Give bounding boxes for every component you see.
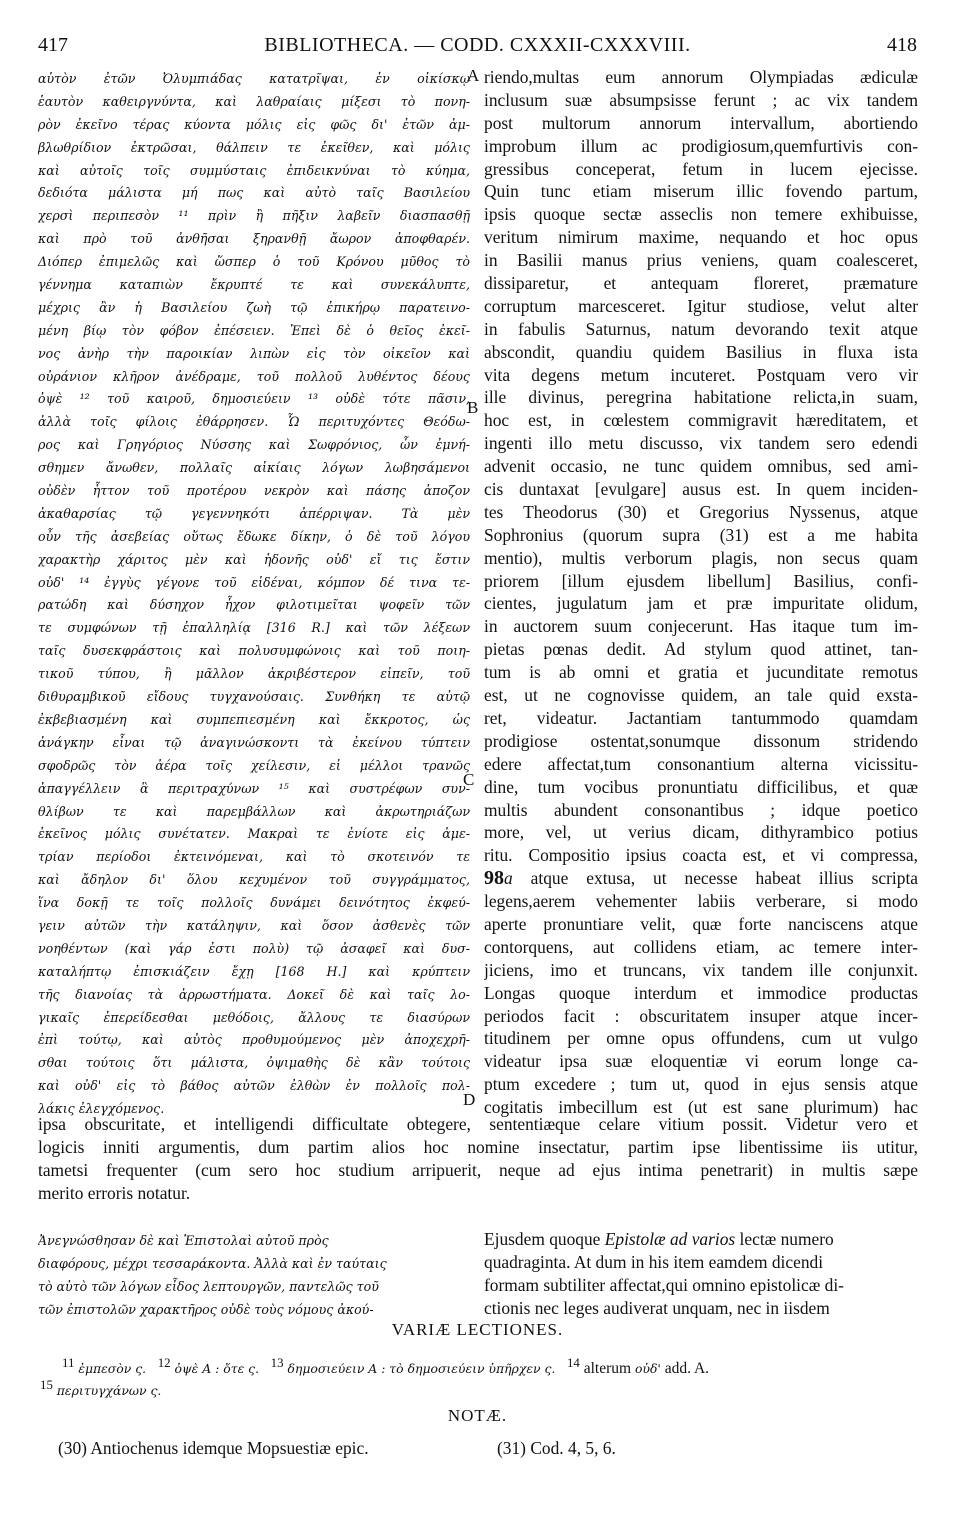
greek-column bbox=[38, 68, 470, 1121]
text-line: τικοῦ τύπου, ἢ μᾶλλον ἀκριβέστερον εἰπεῖν, τοῦ bbox=[38, 666, 470, 682]
text-line: οὐδὲν ἧττον τοῦ προτέρου νεκρὸν καὶ πάσης ἀποζον bbox=[38, 483, 470, 499]
text-line: merito erroris notatur. bbox=[38, 1182, 191, 1203]
note-30: (30) Antiochenus idemque Mopsuestiæ epic. bbox=[58, 1438, 369, 1458]
text-line: ἀνάγκην εἶναι τῷ ἀναγινώσκοντι τὰ ἐκείνου τύπτειν bbox=[38, 734, 470, 750]
text-line: aperte pronuntiare velit, quæ forte nanciscens atque bbox=[484, 913, 918, 934]
text-line: Quin tunc etiam miserum illic fovendo partum, bbox=[484, 181, 918, 202]
text-line: post multorum annorum intervallum, abortiendo bbox=[484, 112, 918, 133]
text-line: οὐδ' ¹⁴ ἐγγὺς γέγονε τοῦ εἰδέναι, κόμπον δέ τινα τε- bbox=[38, 574, 470, 590]
page-number-right: 418 bbox=[887, 34, 917, 56]
text-line: Ἀνεγνώσθησαν δὲ καὶ Ἐπιστολαὶ αὐτοῦ πρὸς bbox=[38, 1233, 329, 1248]
text-line: ταῖς δυσεκφράστοις καὶ πολυσυμφώνοις καὶ τοῦ ποιη- bbox=[38, 643, 470, 659]
text-line: cogitatis imbecillum est (ut est sane plurimum) hac bbox=[484, 1097, 918, 1118]
text-line: νος ἀνὴρ τὴν παροικίαν λιπὼν εἰς τὸν οἰκεῖον καὶ bbox=[38, 345, 470, 361]
text-line: ρὸν ἐκεῖνο τέρας κύοντα μόλις εἰς φῶς δι' ἐτῶν ἀμ- bbox=[38, 116, 470, 132]
text-line: videatur ipsa suæ eloquentiæ vi eorum longe ca- bbox=[484, 1051, 918, 1072]
running-title: BIBLIOTHECA. — CODD. CXXXII-CXXXVIII. bbox=[264, 34, 691, 56]
text-line: titudinem per omne opus offundens, cum ut vulgo bbox=[484, 1028, 918, 1049]
latin-column-epistolae bbox=[484, 1228, 918, 1320]
text-line: γικαῖς ἐπερείδεσθαι μεθόδοις, ἄλλους τε διασύρων bbox=[38, 1009, 470, 1025]
text-line: in Basilii manus prius veniens, quam coalesceret, bbox=[484, 250, 918, 271]
text-line: abscondit, quandiu quidem Basilius in fluxa ista bbox=[484, 341, 918, 362]
margin-marker-b: B bbox=[467, 398, 479, 417]
text-line: σθημεν ἄνωθεν, πολλαῖς αἰκίαις λόγων λωβησάμενοι bbox=[38, 460, 470, 476]
text-line: corruptum marcesceret. Igitur studiose, velut alter bbox=[484, 295, 918, 316]
text-line: logicis inniti argumentis, dum partim alios hoc nomine insectatur, partim ipse libentissime iis utitur, bbox=[38, 1136, 918, 1157]
text-line: tametsi frequenter (cum sero hoc studium arripuerit, neque ad ejus intima penetrarit) in multis sæpe bbox=[38, 1159, 918, 1180]
text-line: ipsa obscuritate, et intelligendi difficultate obtegere, sententiæque celare vitium possit. Videtur vero et bbox=[38, 1114, 918, 1134]
note-31: (31) Cod. 4, 5, 6. bbox=[497, 1438, 616, 1458]
text-line: ret, videatur. Jactantiam tantummodo quamdam bbox=[484, 707, 918, 728]
text-line: dine, tum vocibus pronuntiatu difficilibus, et quæ bbox=[484, 776, 918, 797]
column-letter-marker: a bbox=[504, 868, 513, 889]
text-line: ἐπὶ τούτῳ, καὶ αὐτὸς προθυμούμενος μὲν ἀποχεχρῆ- bbox=[38, 1032, 470, 1048]
text-line: prodigiose ostentat,sonumque dissonum stridendo bbox=[484, 730, 918, 751]
text-line: σφοδρῶς τὸν ἀέρα τοῖς χείλεσιν, εἰ μέλλοι τρανῶς bbox=[38, 757, 470, 773]
text-line: μέχρις ἂν ἡ Βασιλείου ζωὴ τῷ ἐπικήρῳ παρατεινο- bbox=[38, 299, 470, 315]
text-line: periodos facit : obscuritatem insuper atque incer- bbox=[484, 1005, 918, 1026]
text-line: Διόπερ ἐπιμελῶς καὶ ὥσπερ ὁ τοῦ Κρόνου μῦθος τὸ bbox=[38, 254, 470, 270]
text-line: οὖν τῆς ἀσεβείας οὕτως ἔδωκε δίκην, ὁ δὲ τοῦ λόγου bbox=[38, 528, 470, 544]
text-line: καὶ αὐτοῖς τοῖς συμμύσταις ἐπιδεικνύναι τὸ κύημα, bbox=[38, 162, 470, 178]
text-line: ἑαυτὸν καθειργνύντα, καὶ λαθραίαις μίξεσι τὸ πονη- bbox=[38, 93, 470, 109]
text-line: quadraginta. At dum in his item eamdem dicendi bbox=[484, 1251, 824, 1272]
text-line: inclusum suæ absumpsisse ferunt ; ac vix tandem bbox=[484, 89, 918, 110]
text-line: multis abundent consonantibus ; idque poetico bbox=[484, 799, 918, 820]
text-line: ctionis nec leges audiverat unquam, nec in iisdem bbox=[484, 1297, 830, 1318]
text-line: ille divinus, peregrina habitatione relicta,in suam, bbox=[484, 387, 918, 408]
notae-heading: NOTÆ. bbox=[447, 1406, 508, 1425]
text-line: mentio), multis verborum plagis, non secus quam bbox=[484, 547, 918, 568]
margin-marker-d: D bbox=[463, 1090, 476, 1109]
text-line: τῶν ἐπιστολῶν χαρακτῆρος οὐδὲ τοὺς νόμους ἀκού- bbox=[38, 1301, 374, 1317]
text-line: in fabulis Saturnus, natum devorando texit atque bbox=[484, 318, 918, 339]
text-line: νοηθέντων (καὶ γάρ ἐστι πολὺ) τῷ ἀσαφεῖ καὶ δυσ- bbox=[38, 940, 470, 956]
text-line: γέννημα καταπιὼν ἔκρυπτέ τε καὶ συνεκάλυπτε, bbox=[38, 277, 470, 293]
text-line: veritum nimirum maxime, nequando et hoc opus bbox=[484, 227, 918, 248]
text-line: βλωθρίδιον ἐκτρῶσαι, θάλπειν τε ἐκεῖθεν, καὶ μόλις bbox=[38, 139, 470, 155]
text-line: τρίαν περίοδοι ἐκτεινόμεναι, καὶ τὸ σκοτεινόν τε bbox=[38, 849, 470, 865]
text-line: δεδιότα μάλιστα μή πως καὶ αὐτὸ ταῖς Βασιλείου bbox=[38, 185, 470, 201]
text-line: ὀψὲ ¹² τοῦ καιροῦ, δημοσιεύειν ¹³ οὐδὲ τότε πᾶσιν, bbox=[38, 391, 470, 407]
variant-readings-line-1: $^{11}$ ἐμπεσὸν ς. $^{12}$ ὀψὲ A : ὄτε ς. $^{13}$ δημοσιεύειν A : τὸ δημοσιεύειν ὑπῆρχεν ς. $^{14}$ alterum οὐδ' add. A. bbox=[62, 1355, 710, 1378]
text-line: γειν αὐτῶν τὴν κατάληψιν, καὶ ὅσον ἀσθενὲς τῶν bbox=[38, 917, 470, 933]
text-line: vita degens metum incuteret. Postquam vero vir bbox=[484, 364, 918, 385]
text-line: ἀλλὰ τοῖς φίλοις ἐθάρρησεν. Ὧ περιτυχόντες Θεόδω- bbox=[38, 414, 470, 430]
text-line: jiciens, imo et truncans, vix tandem ille conjunxit. bbox=[484, 959, 918, 980]
text-line-content: atque extusa, ut necesse habeat illius scripta bbox=[512, 868, 918, 889]
column-number-marker: 98 bbox=[484, 867, 504, 890]
margin-marker-c: C bbox=[463, 770, 475, 789]
text-line: καὶ ἄδηλον δι' ὅλου κεχυμένον τοῦ συγγράμματος, bbox=[38, 872, 470, 888]
text-line: θλίβων τε καὶ παρεμβάλλων καὶ ἀκρωτηριάζων bbox=[38, 803, 470, 819]
text-line: τὸ αὐτὸ τῶν λόγων εἶδος λεπτουργῶν, παντελῶς τοῦ bbox=[38, 1278, 379, 1294]
text-line: διθυραμβικοῦ εἴδους τυγχανούσαις. Συνθήκη τε αὐτῷ bbox=[38, 689, 470, 705]
page-header bbox=[0, 34, 955, 60]
text-line: formam subtiliter affectat,qui omnino epistolicæ di- bbox=[484, 1274, 844, 1295]
text-line: λάκις ἐλεγχόμενος. bbox=[38, 1101, 165, 1117]
text-line: ipsis quoque sectæ asseclis non temere exhibuisse, bbox=[484, 204, 918, 225]
text-line: ritu. Compositio ipsius coacta est, et vi compressa, bbox=[484, 845, 918, 866]
epistolae-title: Epistolæ ad varios bbox=[604, 1229, 736, 1249]
margin-marker-a: A bbox=[467, 66, 480, 85]
text-line: Ejusdem quoque Epistolæ ad varios lectæ numero bbox=[484, 1229, 834, 1249]
text-line: cientes, jugulatum jam et præ impuritate olidum, bbox=[484, 593, 918, 614]
text-line: Sophronius (quorum supra (31) est a me habita bbox=[484, 524, 918, 545]
text-line: ρος καὶ Γρηγόριος Νύσσης καὶ Σωφρόνιος, ὧν ἐμνή- bbox=[38, 437, 470, 453]
text-line: contorquens, aut collidens etiam, ac temere inter- bbox=[484, 936, 918, 957]
text-line: διαφόρους, μέχρι τεσσαράκοντα. Ἀλλὰ καὶ ἐν ταύταις bbox=[38, 1255, 387, 1271]
text-line: καταλήπτῳ ἐπισκιάζειν ἔχῃ [168 H.] καὶ κρύπτειν bbox=[38, 963, 470, 979]
text-line: ἀκαθαρσίας τῷ γεγεννηκότι ἀπέρριψαν. Τὰ μὲν bbox=[38, 505, 470, 521]
text-line: τῆς διανοίας τὰ ἀρρωστήματα. Δοκεῖ δὲ καὶ ταῖς λο- bbox=[38, 986, 470, 1002]
text-line: σθαι τούτοις ὅτι μάλιστα, ὀψιμαθὴς δὲ κἂν τούτοις bbox=[38, 1055, 470, 1071]
latin-column bbox=[484, 66, 918, 1119]
greek-column-epistolae bbox=[38, 1230, 456, 1322]
text-line: cis duntaxat [evulgare] ausus est. In quem inciden- bbox=[484, 479, 918, 500]
text-line: Longas quoque interdum et immodice productas bbox=[484, 982, 918, 1003]
text-line: edere affectat,tum consonantium alterna vicissitu- bbox=[484, 753, 918, 774]
variant-readings-line-2: $^{15}$ περιτυγχάνων ς. bbox=[40, 1377, 162, 1399]
variae-lectiones-heading: VARIÆ LECTIONES. bbox=[391, 1320, 564, 1339]
text-line: tum is ab omni et gratia et jucunditate remotus bbox=[484, 662, 918, 683]
text-line: advenit occasio, ne tunc quidem omnibus, sed ami- bbox=[484, 456, 918, 477]
text-line: dissiparetur, et antequam floreret, præmature bbox=[484, 273, 918, 294]
page-number-left: 417 bbox=[38, 34, 68, 56]
text-line: καὶ οὐδ' εἰς τὸ βάθος αὐτῶν ἐλθὼν ἐν πολλοῖς πολ- bbox=[38, 1078, 470, 1094]
text-line: μένη βίῳ τὸν φόβον ἐπέσειεν. Ἐπεὶ δὲ ὁ θεῖος ἐκεῖ- bbox=[38, 322, 470, 338]
text-line: gressibus conceperat, fetum in lucem ejecisse. bbox=[484, 158, 918, 179]
text-line: more, vel, ut verius dicam, dithyrambico potius bbox=[484, 822, 918, 843]
text-line: tes Theodorus (30) et Gregorius Nyssenus, atque bbox=[484, 501, 918, 522]
text-line: ἵνα δοκῇ τε τοῖς πολλοῖς δυνάμει δεινότητος ἐκφεύ- bbox=[38, 895, 470, 911]
text-line: pietas pœnas dedit. Ad stylum quod attinet, tan- bbox=[484, 639, 918, 660]
text-line: improbum illum ac prodigiosum,quemfurtivis con- bbox=[484, 135, 918, 156]
text-line: οὐράνιον κλῆρον ἀνέδραμε, τοῦ πολλοῦ λυθέντος δέους bbox=[38, 368, 470, 384]
text-line: hoc est, in cœlestem commigravit hæreditatem, et bbox=[484, 410, 918, 431]
text-line: legens,aerem vehementer labiis verberare, si modo bbox=[484, 891, 918, 912]
full-width-text bbox=[38, 1113, 918, 1205]
text-line: est, ut ne cognovisse quidem, an tale quid exsta- bbox=[484, 685, 918, 706]
text-line: καὶ πρὸ τοῦ ἀνθῆσαι ξηρανθῇ ἄωρον ἀποφθαρέν. bbox=[38, 231, 470, 247]
text-line: priorem [illum ejusdem libellum] Basilius, confi- bbox=[484, 570, 918, 591]
text-line: ἀπαγγέλλειν ἃ περιτραχύνων ¹⁵ καὶ συστρέφων συν- bbox=[38, 780, 470, 796]
text-line: in auctorem suum conjecerunt. Has itaque tum im- bbox=[484, 616, 918, 637]
text-line: ἐκεῖνος μόλις συνέτατεν. Μακραὶ τε ἐνίοτε εἰς ἀμε- bbox=[38, 826, 470, 842]
text-line: χερσὶ περιπεσὸν ¹¹ πρὶν ἢ πῆξιν λαβεῖν διασπασθῇ bbox=[38, 208, 470, 224]
text-line bbox=[484, 867, 918, 890]
text-line: χαρακτὴρ χάριτος μὲν καὶ ἡδονῆς οὐδ' εἴ τις ἔστιν bbox=[38, 551, 470, 567]
text-line: αὐτὸν ἐτῶν Ὀλυμπιάδας κατατρῖψαι, ἐν οἰκίσκῳ bbox=[38, 71, 470, 86]
text-line: ρατώδη καὶ δύσηχον ἦχον φιλοτιμεῖται ψοφεῖν τῶν bbox=[38, 597, 470, 613]
text-line: riendo,multas eum annorum Olympiadas ædiculæ bbox=[484, 67, 918, 87]
text-line: τε συμφώνων τῇ ἐπαλληλίᾳ [316 R.] καὶ τῶν λέξεων bbox=[38, 620, 470, 636]
text-line: ptum excedere ; tum ut, quod in ejus sensis atque bbox=[484, 1074, 918, 1095]
text-line: ingenti illo metu discusso, vix tandem sero edendi bbox=[484, 433, 918, 454]
text-line: ἐκβεβιασμένη καὶ συμπεπιεσμένη καὶ ἔκκροτος, ὡς bbox=[38, 711, 470, 727]
